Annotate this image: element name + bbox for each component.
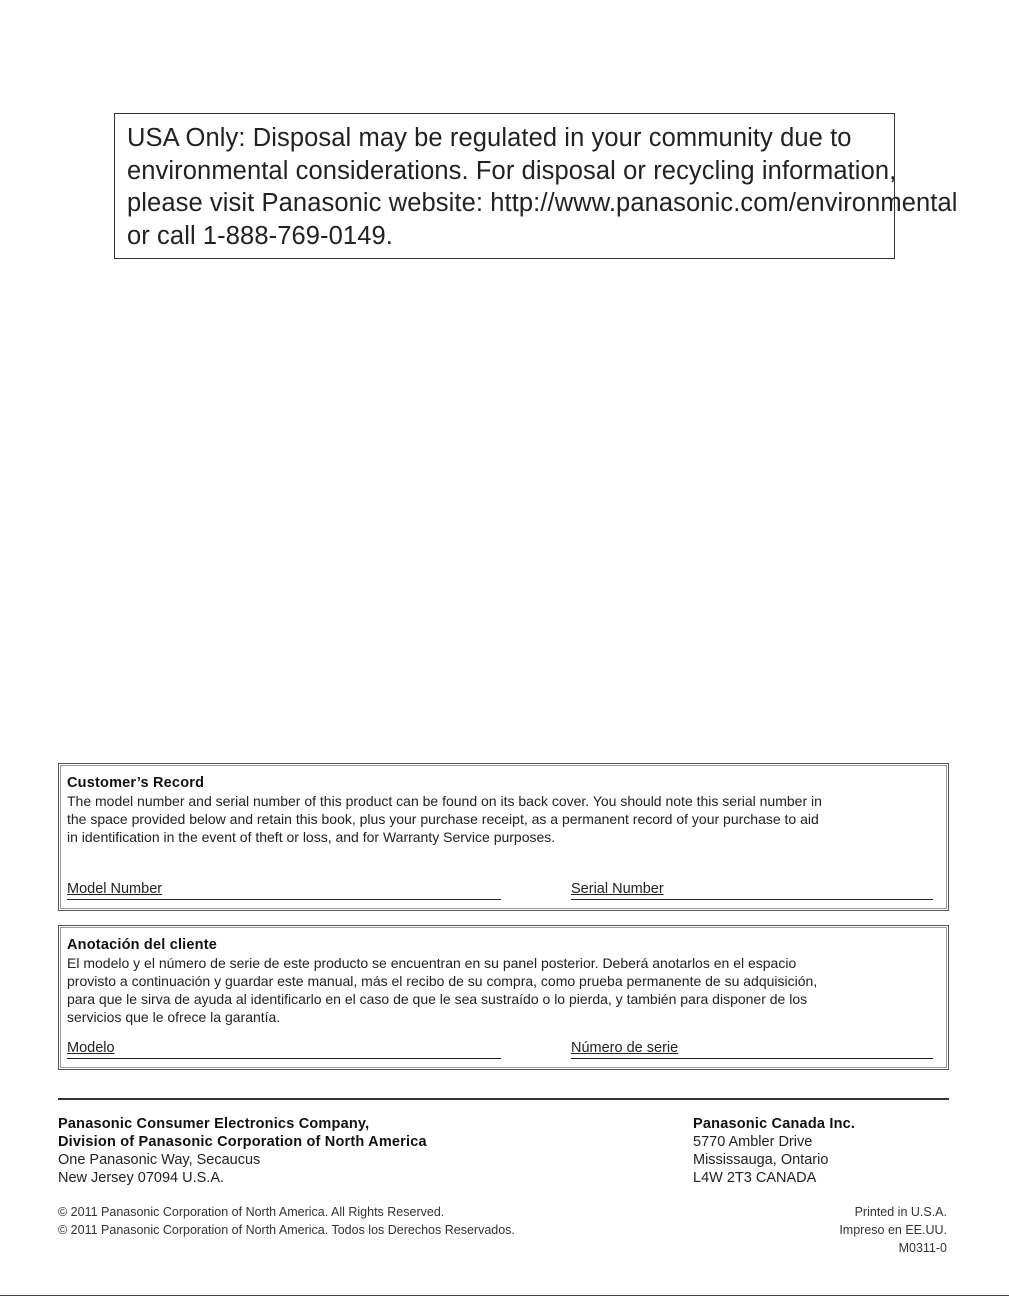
anotacion-cliente-text: El modelo y el número de serie de este producto se encuentran en su panel posterior. Deberá anotarlos en el espacio	[67, 955, 797, 971]
customer-record-text: in identification in the event of theft or loss, and for Warranty Service purposes.	[67, 829, 556, 845]
company-us-street: One Panasonic Way, Secaucus	[58, 1152, 261, 1168]
numero-de-serie-field[interactable]	[571, 1039, 933, 1059]
model-number-field[interactable]	[67, 880, 501, 900]
copyright-en: © 2011 Panasonic Corporation of North America. All Rights Reserved.	[58, 1205, 445, 1219]
disposal-notice-line: or call 1-888-769-0149.	[127, 221, 393, 250]
modelo-field[interactable]	[67, 1039, 501, 1059]
company-ca-name: Panasonic Canada Inc.	[693, 1116, 856, 1132]
document-code: M0311-0	[898, 1241, 947, 1255]
disposal-notice-line: environmental considerations. For disposal or recycling information,	[127, 156, 897, 185]
serial-number-field[interactable]	[571, 880, 933, 900]
serial-number-label: Serial Number	[571, 881, 664, 897]
anotacion-cliente-text: servicios que le ofrece la garantía.	[67, 1009, 281, 1025]
anotacion-cliente-title: Anotación del cliente	[67, 937, 218, 953]
disposal-notice-line: USA Only: Disposal may be regulated in your community due to	[127, 124, 852, 152]
company-us-division: Division of Panasonic Corporation of North America	[58, 1134, 427, 1150]
anotacion-cliente-box	[58, 925, 949, 1070]
copyright-es: © 2011 Panasonic Corporation of North America. Todos los Derechos Reservados.	[58, 1223, 515, 1237]
numero-de-serie-label: Número de serie	[571, 1040, 679, 1056]
company-ca-address	[693, 1115, 855, 1187]
customer-record-title: Customer’s Record	[67, 775, 205, 791]
customer-record-text: The model number and serial number of this product can be found on its back cover. You should note this serial number in	[67, 793, 822, 809]
company-ca-city: Mississauga, Ontario	[693, 1152, 829, 1168]
footer-divider	[58, 1098, 949, 1100]
company-us-city: New Jersey 07094 U.S.A.	[58, 1170, 225, 1186]
printed-block	[839, 1203, 947, 1257]
company-ca-postal: L4W 2T3 CANADA	[693, 1170, 817, 1186]
printed-es: Impreso en EE.UU.	[839, 1223, 947, 1237]
customer-record-box	[58, 763, 949, 911]
anotacion-cliente-text: para que le sirva de ayuda al identificarlo en el caso de que le sea sustraído o lo pierda, y también para disponer de los	[67, 991, 808, 1007]
page-bottom-edge	[0, 1295, 1009, 1296]
modelo-label: Modelo	[67, 1040, 115, 1056]
company-us-address	[58, 1115, 427, 1187]
copyright-block	[58, 1203, 515, 1239]
company-ca-street: 5770 Ambler Drive	[693, 1134, 813, 1150]
customer-record-text: the space provided below and retain this book, plus your purchase receipt, as a permanent record of your purchase to aid	[67, 811, 819, 827]
disposal-notice-box	[114, 113, 958, 259]
anotacion-cliente-text: provisto a continuación y guardar este manual, más el recibo de su compra, como prueba permanente de su adquisición,	[67, 973, 818, 989]
printed-en: Printed in U.S.A.	[854, 1205, 947, 1219]
model-number-label: Model Number	[67, 881, 163, 897]
disposal-notice-line: please visit Panasonic website: http://www.panasonic.com/environmental	[127, 189, 958, 217]
company-us-name: Panasonic Consumer Electronics Company,	[58, 1116, 370, 1132]
